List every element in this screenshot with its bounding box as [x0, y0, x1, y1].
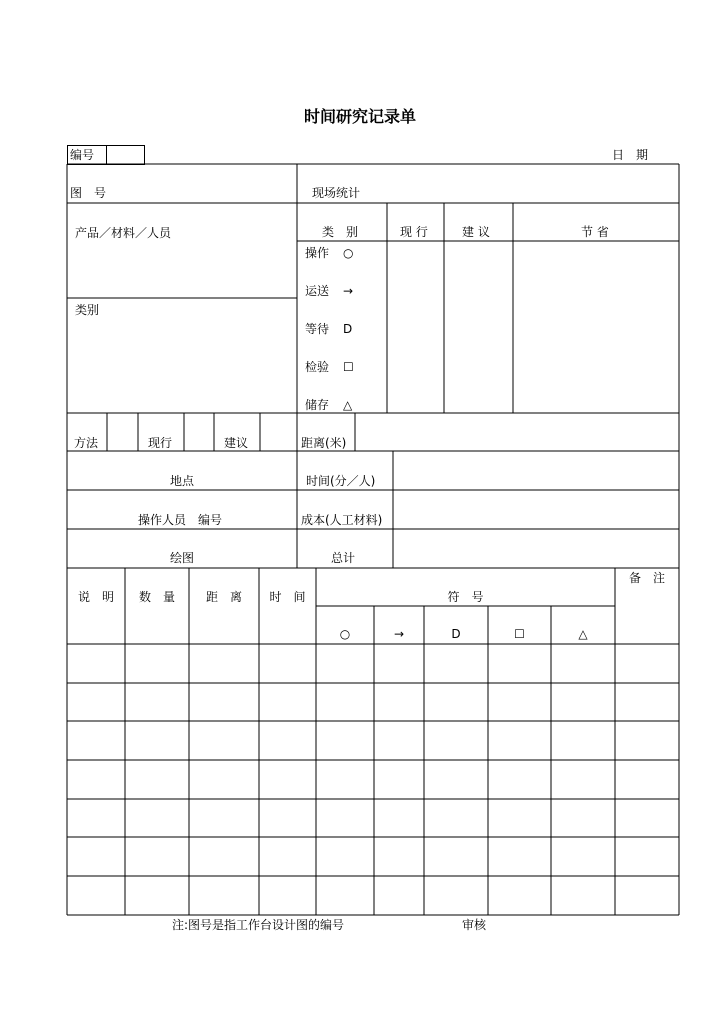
current-column-header: 现 行	[400, 225, 428, 239]
time-label: 时间(分／人)	[306, 474, 376, 488]
transport-arrow-icon: →	[343, 284, 354, 298]
arrow-icon: →	[393, 627, 405, 641]
description-header: 说 明	[77, 590, 114, 604]
review-label: 审核	[462, 918, 487, 932]
time-header: 时 间	[269, 590, 306, 604]
wait-d-icon: D	[343, 322, 353, 336]
proposal-column-header: 建 议	[462, 225, 490, 239]
operation-circle-icon: ○	[343, 246, 354, 260]
remarks-header: 备 注	[628, 571, 665, 585]
number-label: 编号	[70, 148, 95, 162]
inspect-label: 检验	[305, 360, 330, 374]
quantity-header: 数 量	[138, 590, 175, 604]
location-label: 地点	[170, 474, 195, 488]
product-label: 产品／材料／人员	[75, 226, 172, 240]
square-icon: ☐	[514, 627, 525, 641]
d-icon: D	[451, 627, 461, 641]
total-label: 总计	[331, 551, 356, 565]
site-stats-label: 现场统计	[312, 186, 361, 200]
distance-header: 距 离	[205, 590, 242, 604]
cost-label: 成本(人工材料)	[301, 513, 383, 527]
date-label: 日 期	[612, 148, 649, 162]
storage-triangle-icon: △	[343, 398, 353, 412]
current-label: 现行	[148, 436, 173, 450]
storage-label: 储存	[305, 398, 330, 412]
distance-label: 距离(米)	[301, 436, 347, 450]
method-label: 方法	[74, 436, 99, 450]
footer-note: 注:图号是指工作台设计图的编号	[172, 918, 345, 932]
symbols-header: 符 号	[447, 590, 484, 604]
category-label: 类别	[75, 303, 100, 317]
drawing-label: 绘图	[170, 551, 195, 565]
transport-label: 运送	[305, 284, 330, 298]
page-title: 时间研究记录单	[303, 107, 416, 126]
wait-label: 等待	[305, 322, 330, 336]
category-column-header: 类 别	[322, 225, 359, 239]
circle-icon: ○	[339, 627, 351, 641]
operator-label: 操作人员 编号	[138, 513, 223, 527]
drawing-no-label: 图 号	[70, 186, 107, 200]
proposal-label: 建议	[224, 436, 249, 450]
operation-label: 操作	[305, 246, 330, 260]
triangle-icon: △	[578, 627, 588, 641]
saving-column-header: 节 省	[581, 225, 609, 239]
inspect-square-icon: ☐	[343, 360, 354, 374]
